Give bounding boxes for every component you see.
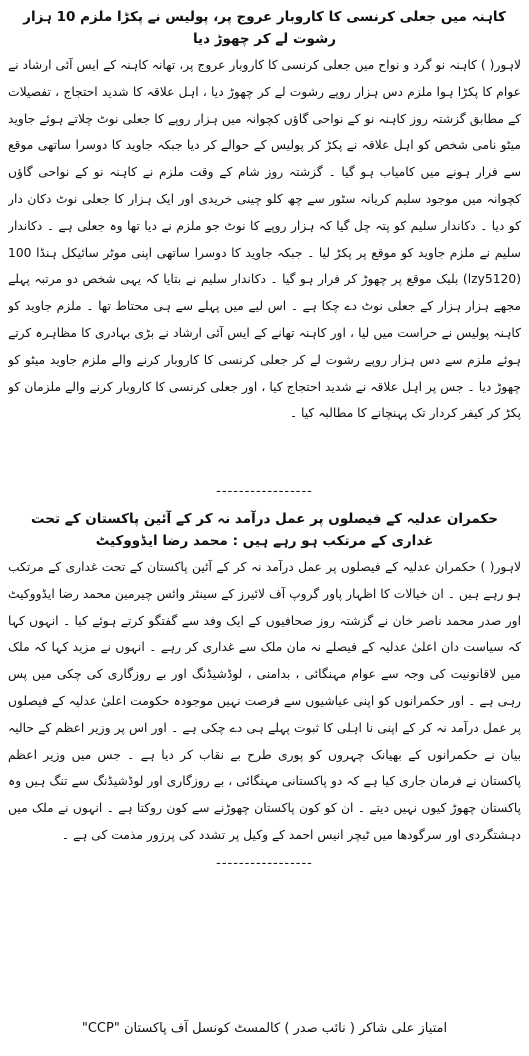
article-body-judiciary: لاہور( ) حکمران عدلیہ کے فیصلوں پر عمل درآمد نہ کر کے آئین پاکستان کے تحت غداری کے مرتکب ہو رہے ہیں ۔ ان خیالات کا اظہار پاور گروپ آف لائیرز کے سینئر وائس چیرمین محمد رضا ایڈووکیٹ اور صدر محمد ناصر خان نے گزشتہ روز صحافیوں کے ایک وفد سے گفتگو کرتے ہوئے کیا ۔ انہوں کہا کہ سیاست دان اعلیٰ عدلیہ کے فیصلے نہ مان ملک سے غداری کر رہے ۔ انہوں نے مزید کہا کہ ملک میں لاقانونیت کی وجہ سے عوام مہنگائی ، بدامنی ، لوڈشیڈنگ اور بے روزگاری کی چکی میں پس رہی ہے ۔ اور حکمرانوں کو اپنی عیاشیوں سے فرصت نہیں موجودہ حکومت اعلیٰ عدلیہ کے فیصلوں پر عمل درآمد نہ کر کے اپنی نا اہلی کا ثبوت پہلے ہی دے چکی ہے ۔ اور اس پر وزیر اعظم کے حالیہ بیان نے حکمرانوں کے بھیانک چہروں کو پوری طرح بے نقاب کر دیا ہے ۔ جس میں وزیر اعظم پاکستان نے فرمان جاری کیا ہے کہ دو پاکستانی مہنگائی ، بے روزگاری اور لوڈشیڈنگ سے تنگ ہیں وہ پاکستان چھوڑ کیوں نہیں دیتے ۔ ان کو کون پاکستان چھوڑنے سے کون روکتا ہے ۔ انہوں نے ملک میں دہشتگردی اور سرگودھا میں ٹیچر انیس احمد کے وکیل پر تشدد کی پرزور مذمت کی ہے ۔ (8, 560, 521, 842)
headline-fake-currency: کاہنہ میں جعلی کرنسی کا کاروبار عروج پر، پولیس نے پکڑا ملزم 10 ہزار رشوت لے کر چھوڑ دیا (23, 9, 506, 47)
article-fake-currency (8, 6, 521, 476)
article-judiciary (8, 508, 521, 848)
author-byline: امتیاز علی شاکر ( نائب صدر ) کالمسٹ کونسل آف پاکستان "CCP" (81, 1021, 448, 1036)
section-divider: ----------------- (216, 484, 313, 499)
article-body-fake-currency: لاہور( ) کاہنہ نو گرد و نواح میں جعلی کرنسی کا کاروبار عروج پر، تھانہ کاہنہ کے ایس آئی ارشاد نے عوام کا پکڑا ہوا ملزم دس ہزار روپے رشوت لے کر چھوڑ دیا ، اہل علاقہ کا شدید احتجاج ، تفصیلات کے مطابق گزشتہ روز کاہنہ نو کے نواحی گاؤں کچوانہ میں ہزار روپے کا جعلی نوٹ چلاتے ہوئے جاوید میٹو نامی شخص کو اہل علاقہ نے پکڑ کر پولیس کے حوالے کر دیا جبکہ جاوید کا دوسرا ساتھی موقع سے فرار ہونے میں کامیاب ہو گیا ۔ گزشتہ روز شام کے وقت ملزم نے کاہنہ نو کے نواحی گاؤں کچوانہ میں موجود سلیم کریانہ سٹور سے چھ کلو چینی خریدی اور ایک ہزار کا جعلی نوٹ دکان دار کو دیا ۔ دکاندار سلیم کو پتہ چل گیا کہ ہزار روپے کا نوٹ جو ملزم نے دیا تھا وہ جعلی ہے ۔ دکاندار سلیم نے ملزم جاوید کو موقع پر پکڑ لیا ۔ جبکہ جاوید کا دوسرا ساتھی اپنی موٹر سائیکل ہنڈا 100 (lzy5120) بلیک موقع پر چھوڑ کر فرار ہو گیا ۔ دکاندار سلیم نے بتایا کہ یہی شخص دو مرتبہ پہلے مجھے ہزار ہزار کے جعلی نوٹ دے چکا ہے ۔ اس لیے میں پہلے سے ہی محتاط تھا ۔ ملزم جاوید کو کاہنہ پولیس نے حراست میں لیا ، اور کاہنہ تھانے کے ایس آئی ارشاد نے بڑی بہادری کا مظاہرہ کرتے ہوئے ملزم سے دس ہزار روپے رشوت لے کر جعلی کرنسی کا کاروبار کرنے والے ملزم جاوید میٹو کو چھوڑ دیا ۔ جس پر اہل علاقہ نے شدید احتجاج کیا ، اور جعلی کرنسی کا کاروبار کرنے والے ملزمان کو پکڑ کر کیفر کردار تک پہنچانے کا مطالبہ کیا ۔ (8, 58, 521, 421)
headline-judiciary: حکمران عدلیہ کے فیصلوں پر عمل درآمد نہ کر کے آئین پاکستان کے تحت غداری کے مرتکب ہو رہے ہیں : محمد رضا ایڈووکیٹ (31, 511, 498, 549)
section-divider: ----------------- (216, 856, 313, 871)
